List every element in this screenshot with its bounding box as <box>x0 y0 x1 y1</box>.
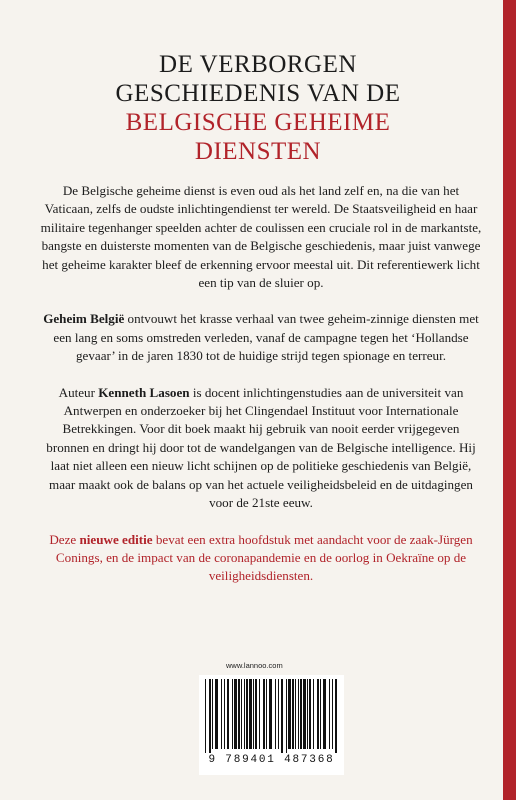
barcode-bar <box>246 679 248 749</box>
barcode-bar <box>259 679 260 749</box>
barcode-bar <box>275 679 276 749</box>
barcode-bar <box>232 679 233 749</box>
title-line-1: DE VERBORGEN <box>159 51 357 78</box>
barcode-bar <box>329 679 330 749</box>
barcode-bar <box>335 679 337 753</box>
isbn-barcode <box>199 675 344 775</box>
barcode-bar <box>249 679 252 749</box>
blurb-body <box>40 182 482 604</box>
publisher-url: www.lannoo.com <box>226 661 283 670</box>
paragraph-edition-text: bevat een extra hoofdstuk met aandacht voor de zaak-Jürgen Conings, en de impact van de coronapandemie en de oorlog in Oekraïne op de veiligheidsdiensten. <box>55 531 473 584</box>
barcode-bar <box>241 679 242 749</box>
paragraph-book <box>40 310 482 365</box>
barcode-bar <box>300 679 302 749</box>
barcode-bar <box>205 679 206 753</box>
barcode-bar <box>266 679 267 749</box>
barcode-bar <box>295 679 296 749</box>
barcode-bar <box>309 679 311 749</box>
barcode-bar <box>332 679 333 749</box>
barcode-bar <box>307 679 308 749</box>
barcode-bar <box>227 679 229 749</box>
barcode-bar <box>263 679 265 749</box>
barcode-bar <box>317 679 319 749</box>
paragraph-intro: De Belgische geheime dienst is even oud als het land zelf en, na die van het Vaticaan, zelfs de oudste inlichtingendienst ter wereld. De Staatsveiligheid en haar militaire tegenhanger speelden achter de coulissen een cruciale rol in de markantste, bangste en duisterste momenten van de Belgische geschiedenis, maar juist vanwege het geheime karakter bleef de erkenning ervoor meestal uit. Dit referentiewerk licht een tip van de sluier op. <box>40 183 482 291</box>
paragraph-author-text: is docent inlichtingenstudies aan de universiteit van Antwerpen en onderzoeker bij het Clingendael Instituut voor Internationale Betrekkingen. Voor dit boek maakt hij gebruik van nooit eerder vrijgegeven bronnen en dringt hij door tot de wandelgangen van de Belgische intelligence. Hij laat niet alleen een nieuw licht schijnen op de politieke geschiedenis van België, maar maakt ook de balans op van het actuele veiligheidsbeleid en de uitdagingen voor de 21ste eeuw. <box>46 384 476 511</box>
barcode-bar <box>323 679 326 749</box>
barcode-bar <box>281 679 283 753</box>
barcode-bar <box>286 679 287 753</box>
author-name-bold: Kenneth Lasoen <box>98 384 190 400</box>
paragraph-book-text: ontvouwt het krasse verhaal van twee geheim-zinnige diensten met een lang en soms omstreden verleden, vanaf de campagne tegen het ‘Hollandse gevaar’ in de jaren 1830 tot de huidige strijd tegen spionage en terreur. <box>53 311 479 364</box>
paragraph-new-edition <box>40 531 482 586</box>
barcode-bar <box>224 679 225 749</box>
paragraph-edition-pre: Deze <box>49 531 80 547</box>
barcode-bar <box>234 679 237 749</box>
barcode-bars <box>203 679 340 753</box>
barcode-bar <box>215 679 218 749</box>
title-line-3: BELGISCHE GEHEIME <box>125 109 391 136</box>
barcode-bar <box>269 679 272 749</box>
barcode-bar <box>209 679 211 753</box>
barcode-bar <box>278 679 279 749</box>
red-spine-stripe <box>503 0 516 800</box>
barcode-bar <box>238 679 240 749</box>
paragraph-author <box>40 384 482 513</box>
barcode-bar <box>288 679 291 749</box>
barcode-bar <box>221 679 222 749</box>
paragraph-author-pre: Auteur <box>58 384 99 400</box>
title-line-4: DIENSTEN <box>194 138 322 165</box>
barcode-bar <box>320 679 321 749</box>
barcode-bar <box>313 679 314 749</box>
barcode-bar <box>298 679 299 749</box>
barcode-bar <box>292 679 294 749</box>
barcode-bar <box>255 679 257 749</box>
isbn-digits: 9 789401 487368 <box>208 754 335 766</box>
barcode-bar <box>212 679 213 749</box>
back-cover-title <box>20 50 496 166</box>
book-title-bold: Geheim België <box>43 311 125 327</box>
barcode-bar <box>303 679 306 749</box>
new-edition-bold: nieuwe editie <box>79 531 153 547</box>
barcode-bar <box>253 679 254 749</box>
barcode-bar <box>244 679 245 749</box>
title-line-2: GESCHIEDENIS VAN DE <box>115 80 401 107</box>
